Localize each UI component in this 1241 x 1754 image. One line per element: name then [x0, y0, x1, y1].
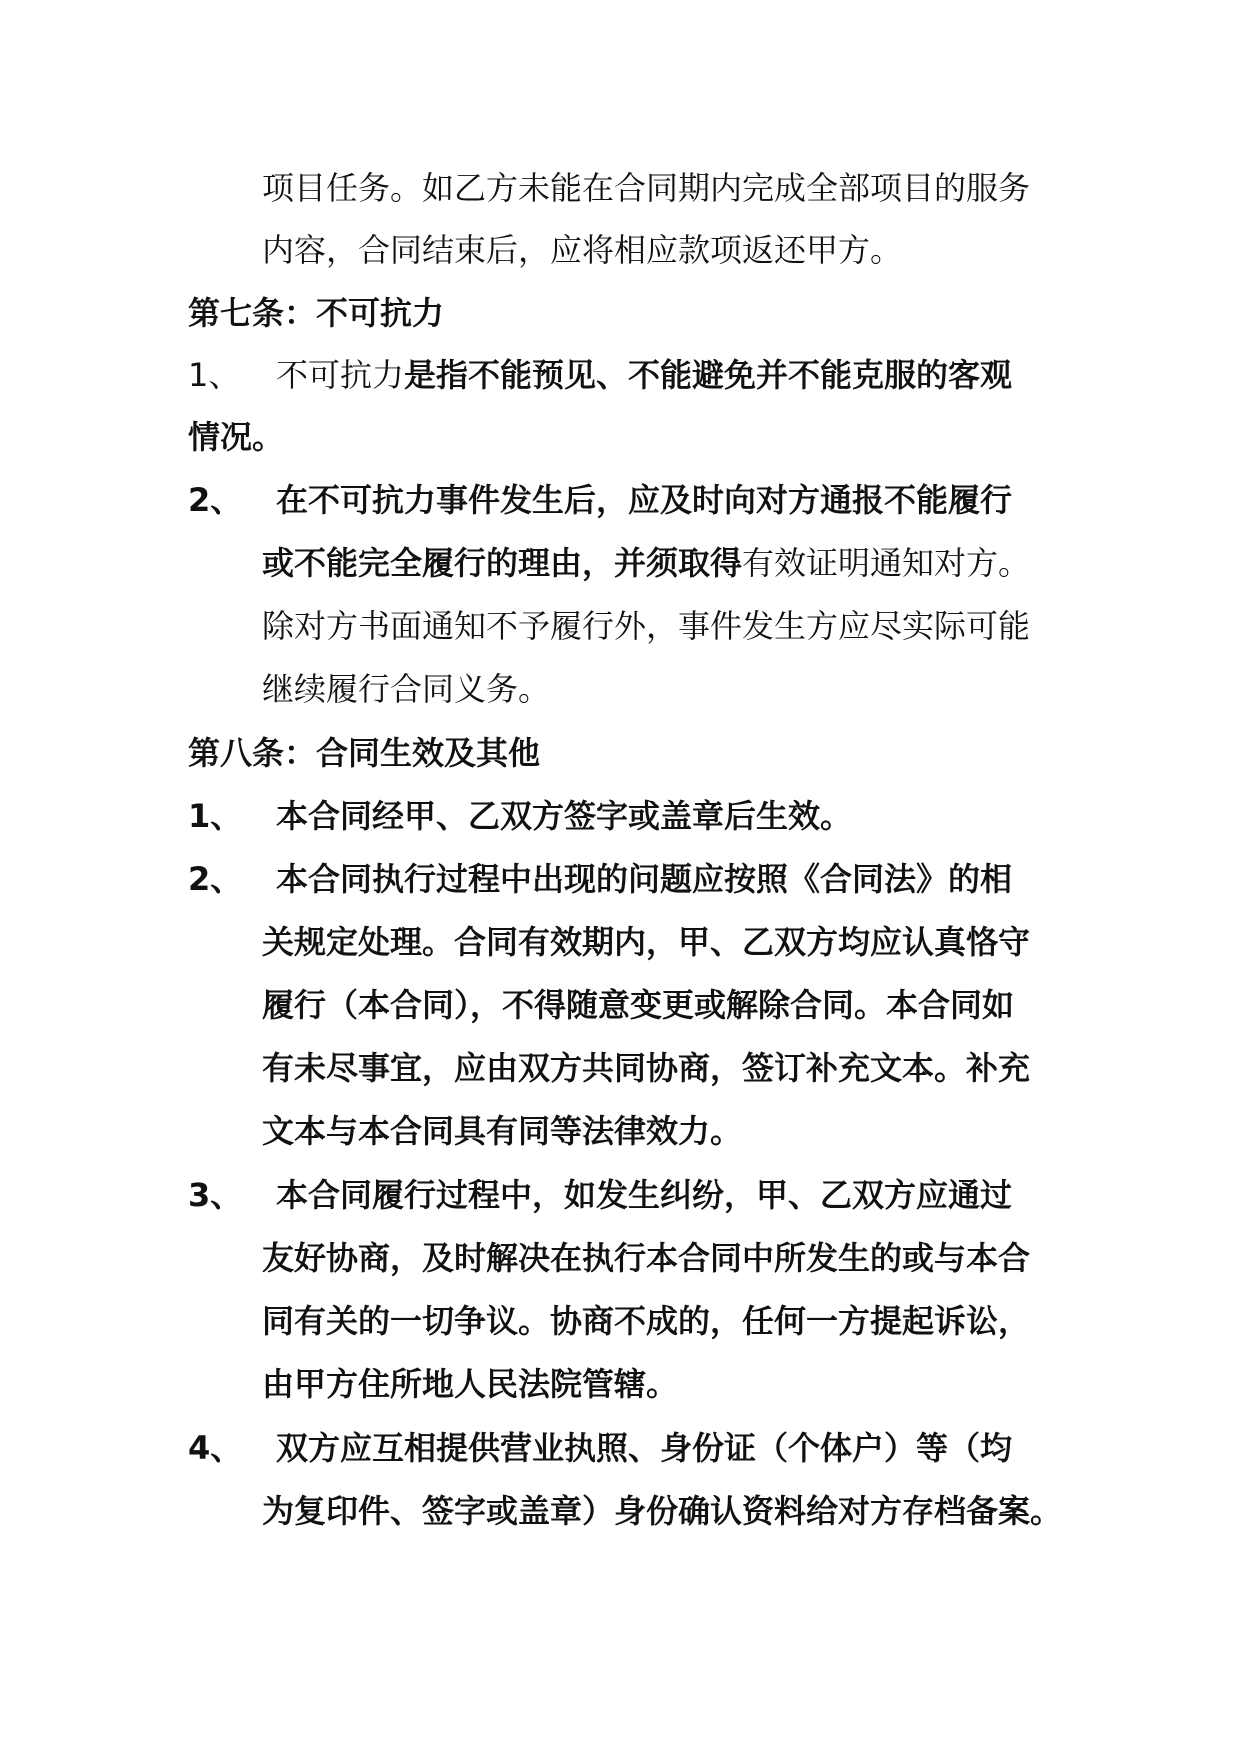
article-8-heading: 第八条：合同生效及其他: [188, 734, 541, 772]
article-8-item-1-number: 1、: [188, 797, 243, 835]
article-8-item-3-line-2: 友好协商，及时解决在执行本合同中所发生的或与本合: [262, 1239, 1031, 1277]
article-7-item-1-line-1: [276, 352, 1012, 398]
article-8-item-4-line-2: 为复印件、签字或盖章）身份确认资料给对方存档备案。: [262, 1492, 1063, 1530]
article-8-item-4-number: 4、: [188, 1429, 243, 1467]
article-7-item-1-normal-text: 不可抗力: [276, 356, 405, 394]
article-7-item-2-line-1: 在不可抗力事件发生后，应及时向对方通报不能履行: [276, 481, 1013, 519]
article-7-item-2-line-2: [262, 540, 1030, 586]
article-7-item-2-line-3: 除对方书面通知不予履行外，事件发生方应尽实际可能: [262, 607, 1031, 645]
article-8-item-2-line-3: 履行（本合同），不得随意变更或解除合同。本合同如: [262, 986, 1015, 1024]
article-8-item-2-line-1: 本合同执行过程中出现的问题应按照《合同法》的相: [276, 860, 1013, 898]
continuation-line-2: 内容，合同结束后，应将相应款项返还甲方。: [262, 231, 903, 269]
article-7-item-2-normal-text: 有效证明通知对方。: [742, 544, 1031, 582]
continuation-line-1: 项目任务。如乙方未能在合同期内完成全部项目的服务: [262, 169, 1031, 207]
article-7-item-2-number: 2、: [188, 481, 243, 519]
article-8-item-1-line-1: 本合同经甲、乙双方签字或盖章后生效。: [276, 797, 853, 835]
article-8-item-3-line-3: 同有关的一切争议。协商不成的，任何一方提起诉讼，: [262, 1302, 1031, 1340]
article-7-item-1-number: 1、: [188, 356, 241, 394]
article-8-item-2-line-5: 文本与本合同具有同等法律效力。: [262, 1112, 743, 1150]
article-8-item-4-line-1: 双方应互相提供营业执照、身份证（个体户）等（均: [276, 1429, 1013, 1467]
article-8-item-3-number: 3、: [188, 1176, 243, 1214]
article-7-item-1-bold-text: 是指不能预见、不能避免并不能克服的客观: [404, 356, 1013, 394]
article-8-item-3-line-1: 本合同履行过程中，如发生纠纷，甲、乙双方应通过: [276, 1176, 1013, 1214]
article-7-heading: 第七条：不可抗力: [188, 294, 445, 332]
article-8-item-3-line-4: 由甲方住所地人民法院管辖。: [262, 1365, 679, 1403]
article-8-item-2-line-2: 关规定处理。合同有效期内，甲、乙双方均应认真恪守: [262, 923, 1031, 961]
article-7-item-1-line-2: 情况。: [188, 418, 285, 456]
article-7-item-2-bold-text: 或不能完全履行的理由，并须取得: [262, 544, 743, 582]
article-8-item-2-number: 2、: [188, 860, 243, 898]
article-7-item-2-line-4: 继续履行合同义务。: [262, 670, 551, 708]
article-8-item-2-line-4: 有未尽事宜，应由双方共同协商，签订补充文本。补充: [262, 1049, 1031, 1087]
